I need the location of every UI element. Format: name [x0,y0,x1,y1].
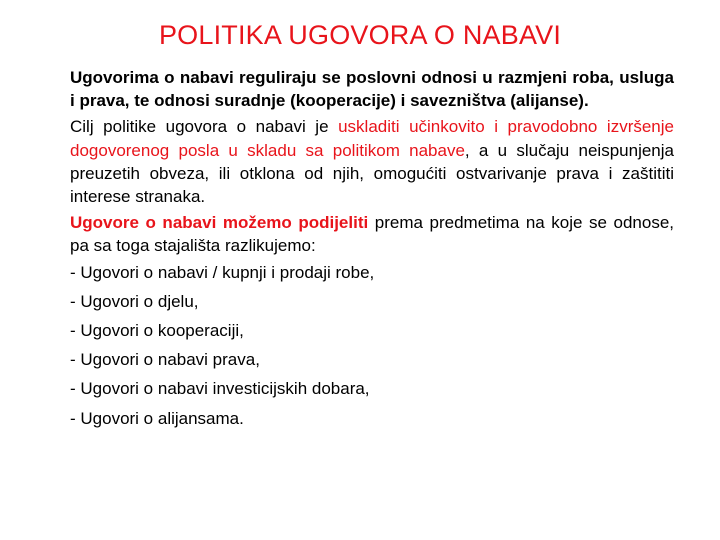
list-item: - Ugovori o alijansama. [70,408,244,428]
list-item: - Ugovori o djelu, [70,291,199,311]
division-highlight-text: Ugovore o nabavi možemo podijeliti [70,213,369,233]
list-item: - Ugovori o nabavi prava, [70,350,260,370]
goal-lead-text: Cilj politike ugovora o nabavi je [70,117,339,137]
slide-body [70,66,674,436]
list-item: - Ugovori o nabavi / kupnji i prodaji robe, [70,262,375,282]
contract-type-list [70,261,674,430]
division-rest-text: prema predmetima na koje se odnose, pa sa toga stajališta razlikujemo: [70,213,675,256]
list-item: - Ugovori o nabavi investicijskih dobara, [70,379,370,399]
goal-highlight-text: uskladiti učinkovito i pravodobno izvršenje dogovorenog posla u skladu sa politikom nabave [70,117,674,160]
goal-paragraph [70,115,674,208]
list-item: - Ugovori o kooperaciji, [70,321,244,341]
intro-paragraph: Ugovorima o nabavi reguliraju se poslovni odnosi u razmjeni roba, usluga i prava, te odnosi suradnje (kooperacije) i savezništva (alijanse). [70,68,674,111]
division-paragraph [70,211,674,257]
slide-title: POLITIKA UGOVORA O NABAVI [158,20,562,50]
goal-rest-text: , a u slučaju neispunjenja preuzetih obveza, ili otklona od njih, omogućiti ostvarivanje prava i zaštititi interese stranaka. [70,140,674,207]
